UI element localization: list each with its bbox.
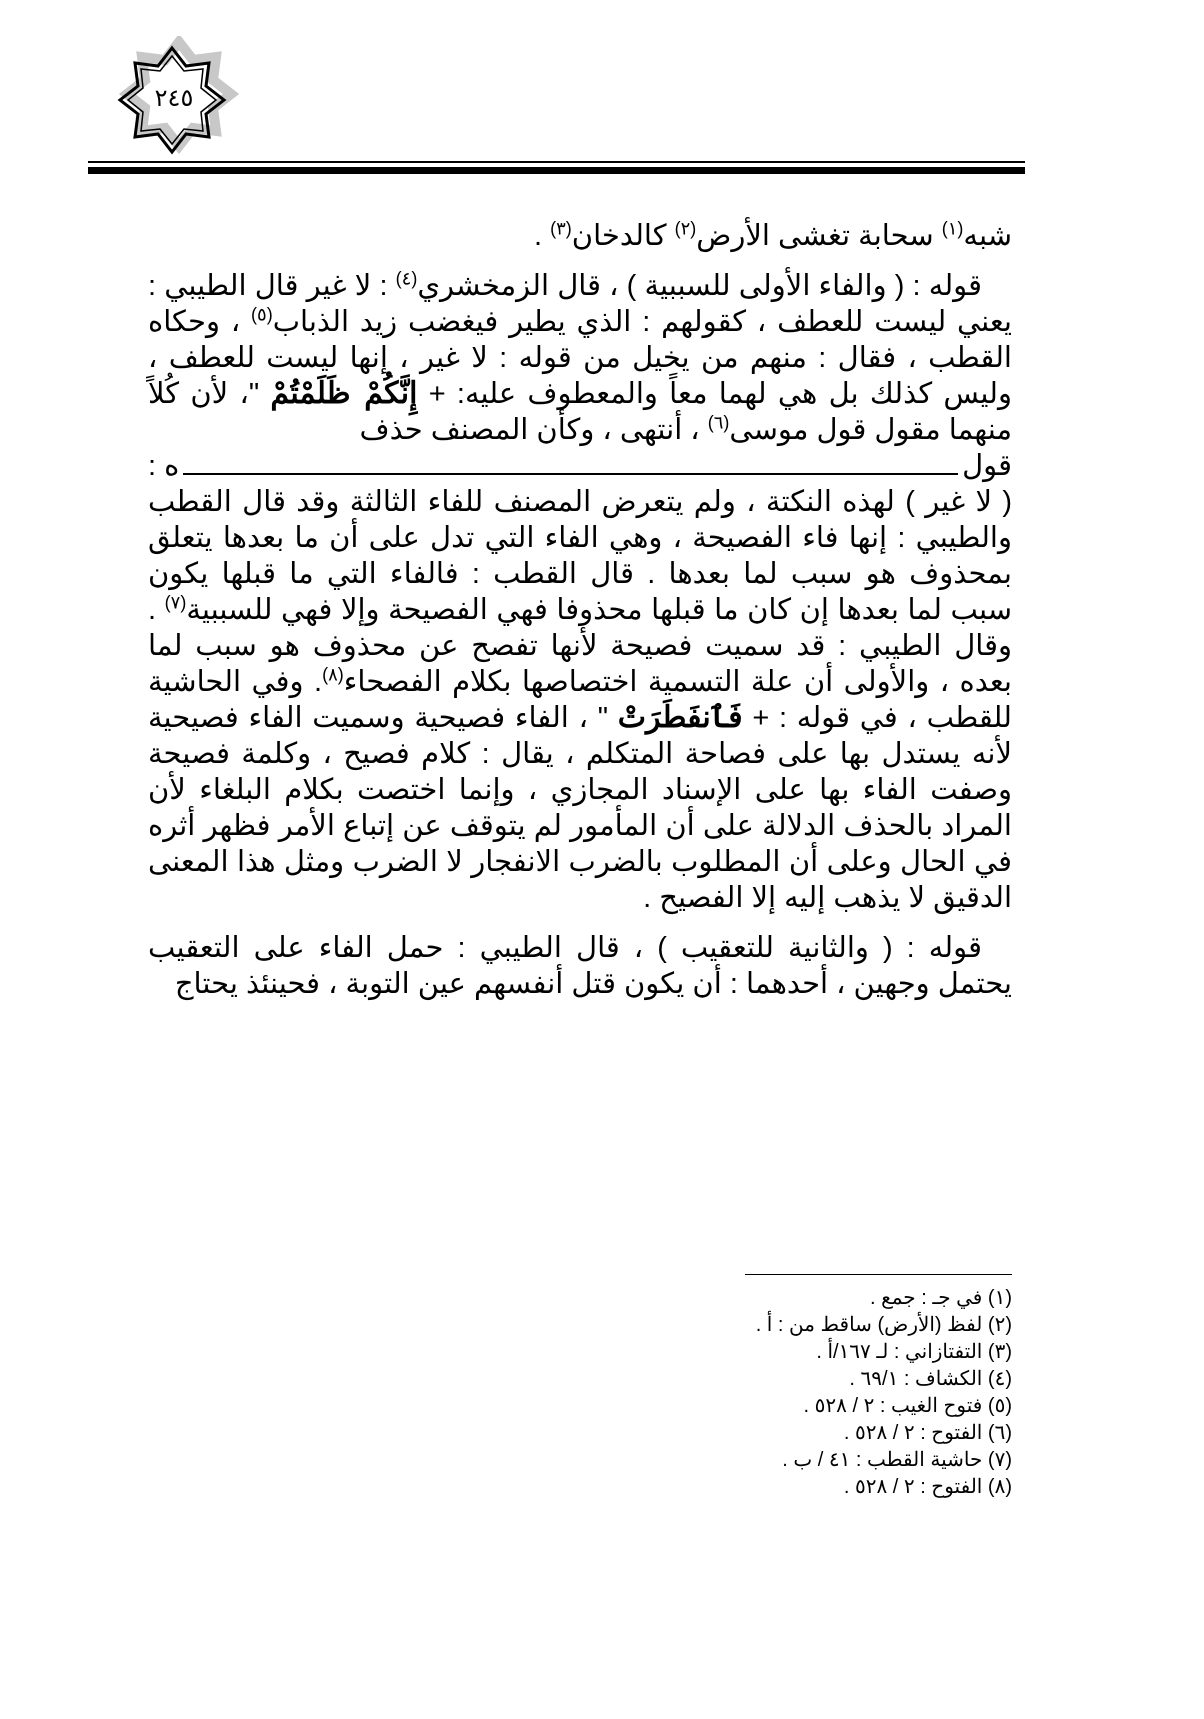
quran-verse-2: فَٱنفَطَرَتْ — [617, 700, 743, 735]
footnote-ref-1: (١) — [941, 218, 964, 239]
kashida-stretch — [183, 473, 958, 475]
footnote-3: (٣) التفتازاني : لـ ١٦٧/أ . — [816, 1341, 1012, 1363]
footnote-ref-2: (٢) — [674, 218, 697, 239]
footnotes — [560, 1285, 1012, 1501]
quran-verse-1: إِنَّكُمْ ظَلَمْتُمْ — [270, 376, 418, 411]
footnote-7: (٧) حاشية القطب : ٤١ / ب . — [782, 1449, 1012, 1471]
footnote-ref-5: (٥) — [251, 304, 273, 325]
footnote-ref-8: (٨) — [322, 664, 344, 685]
footnote-separator — [745, 1274, 1012, 1275]
stretched-word-line: قول ه : — [148, 450, 1012, 482]
footnote-1: (١) في جـ : جمع . — [869, 1287, 1012, 1309]
footnote-6: (٦) الفتوح : ٢ / ٥٢٨ . — [843, 1422, 1012, 1444]
header-rule-thin — [88, 161, 1025, 163]
footnote-ref-6: (٦) — [707, 412, 730, 433]
footnote-ref-3: (٣) — [550, 218, 572, 239]
footnote-ref-7: (٧) — [164, 592, 187, 613]
footnote-8: (٨) الفتوح : ٢ / ٥٢٨ . — [843, 1476, 1012, 1498]
footnote-2: (٢) لفظ (الأرض) ساقط من : أ . — [755, 1314, 1012, 1336]
paragraph-1: شبه$^{(١)}$ سحابة تغشى الأرض$^{(٢)}$ كالدخان$^{(٣)}$ . — [534, 218, 1012, 252]
paragraph-2: قوله : ( والفاء الأولى للسببية ) ، قال الزمخشري$^{(٤)}$ : لا غير قال الطيبي : يعني ليست للعطف ، كقولهم : الذي يطير فيغضب زيد الذباب$^{(٥)}$ ، وحكاه القطب ، فقال : منهم من يخيل من قوله : لا غير ، إنها ليست للعطف ، وليس كذلك بل هي لهما معاً والمعطوف عليه: + إِنَّكُمْ ظَلَمْتُمْ "، لأن كُلاً منهما مقول قول موسى$^{(٦)}$ ، أنتهى ، وكأن المصنف حذف قول ه : ( لا غير ) لهذه النكتة ، ولم يتعرض المصنف للفاء الثالثة وقد قال القطب والطيبي : إنها فاء الفصيحة ، وهي الفاء التي تدل على أن ما بعدها يتعلق بمحذوف هو سبب لما بعدها . قال القطب : فالفاء التي ما قبلها يكون سبب لما بعدها إن كان ما قبلها محذوفا فهي الفصيحة وإلا فهي للسببية$^{(٧)}$ . وقال الطيبي : قد سميت فصيحة لأنها تفصح عن محذوف هو سبب لما بعده ، والأولى أن علة التسمية اختصاصها بكلام الفصحاء$^{(٨)}$. وفي الحاشية للقطب ، في قوله : + فَٱنفَطَرَتْ " ، الفاء فصيحية وسميت الفاء فصيحية لأنه يستدل بها على فصاحة المتكلم ، يقال : كلام فصيح ، وكلمة فصيحة وصفت الفاء بها على الإسناد المجازي ، وإنما اختصت بكلام البلغاء لأن المراد بالحذف الدلالة على أن المأمور لم يتوقف عن إتباع الأمر فظهر أثره في الحال وعلى أن المطلوب بالضرب الانفجار لا الضرب ومثل هذا المعنى الدقيق لا يذهب إليه إلا الفصيح . — [148, 268, 1013, 914]
page-number-badge — [108, 36, 240, 160]
page-number: ٢٤٥ — [154, 84, 194, 112]
footnote-4: (٤) الكشاف : ٦٩/١ . — [849, 1368, 1012, 1390]
footnote-ref-4: (٤) — [395, 268, 418, 289]
footnote-5: (٥) فتوح الغيب : ٢ / ٥٢٨ . — [803, 1395, 1012, 1417]
main-text — [148, 218, 1012, 1016]
paragraph-3: قوله : ( والثانية للتعقيب ) ، قال الطيبي : حمل الفاء على التعقيب يحتمل وجهين ، أحدهما : أن يكون قتل أنفسهم عين التوبة ، فحينئذ يحتاج — [148, 932, 1012, 1000]
header-rule-thick — [88, 167, 1025, 174]
